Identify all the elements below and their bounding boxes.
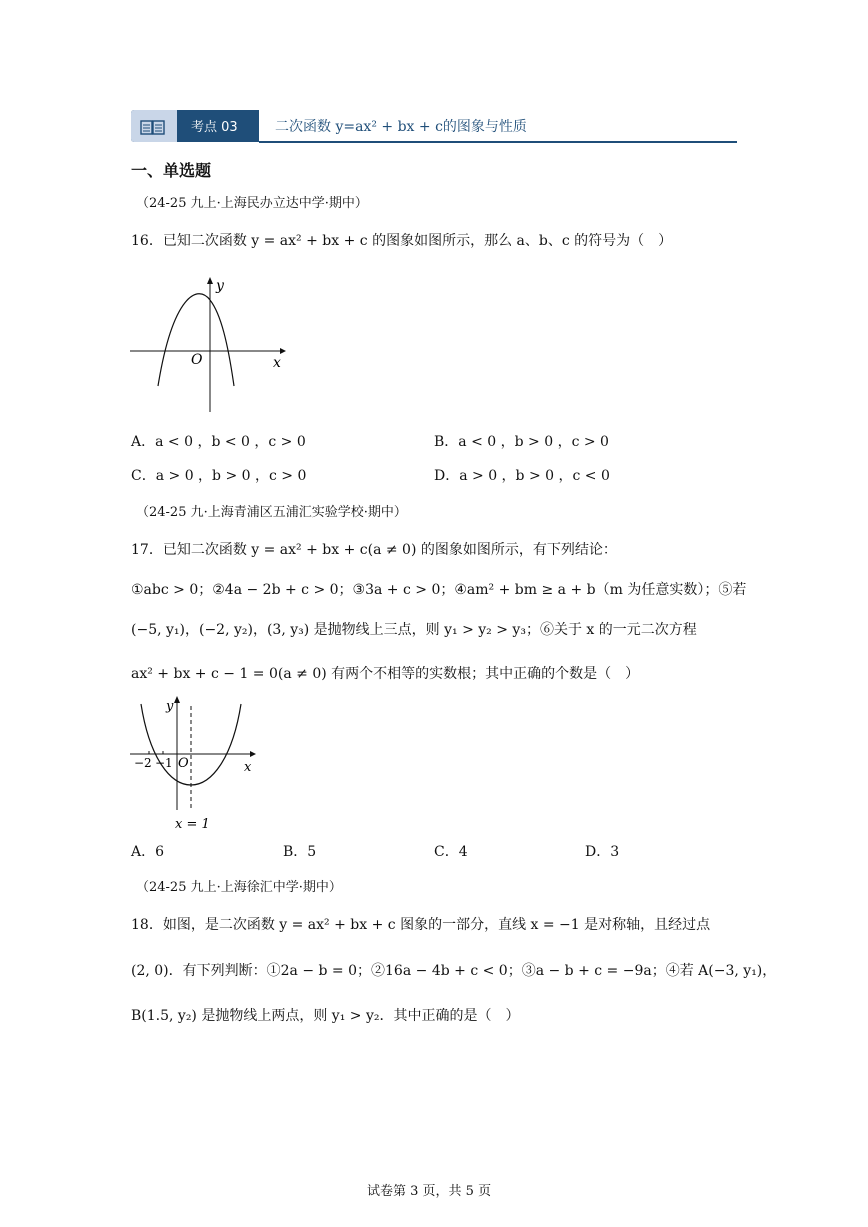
q16-stem: 16．已知二次函数 y = ax² + bx + c 的图象如图所示，那么 a、b、c 的符号为（ ） [131,233,673,249]
q17-option-c[interactable]: C．4 [434,844,468,860]
q17-option-b[interactable]: B．5 [283,844,317,860]
q16-option-b[interactable]: B．a < 0 ，b > 0 ，c > 0 [434,434,609,450]
q18-stem-line1: 18．如图，是二次函数 y = ax² + bx + c 图象的一部分，直线 x = −1 是对称轴，且经过点 [131,917,711,933]
q17-option-d[interactable]: D．3 [585,844,620,860]
q17-tick-neg2-label: −2 [134,756,152,770]
page-footer: 试卷第 3 页，共 5 页 [367,1184,492,1199]
q17-conclusions-line3: ax² + bx + c − 1 = 0(a ≠ 0) 有两个不相等的实数根；其中正确的个数是（ ） [131,666,640,682]
q18-stem-line3: B(1.5, y₂) 是抛物线上两点，则 y₁ > y₂．其中正确的是（ ） [131,1008,520,1024]
q18-source: （24-25 九上·上海徐汇中学·期中） [136,880,342,895]
q17-tick-neg1-label: −1 [155,756,173,770]
q17-graph [128,692,263,834]
book-icon [131,110,177,142]
q18-stem-line2: (2, 0)．有下列判断：①2a − b = 0；②16a − 4b + c < 0；③a − b + c = −9a；④若 A(−3, y₁)， [131,963,777,979]
q16-x-arrow [280,348,286,354]
q17-axis-label: x = 1 [175,817,210,832]
q16-y-label: y [216,278,224,294]
q16-graph [128,274,288,416]
q17-x-label: x [244,760,252,775]
book-icon-bg [131,110,177,142]
topic-banner [131,110,737,144]
q16-parabola [158,294,234,386]
q17-x-arrow [250,751,256,757]
topic-title: 二次函数 y=ax² + bx + c的图象与性质 [275,119,527,135]
topic-badge-label: 考点 03 [191,120,238,135]
q17-stem: 17．已知二次函数 y = ax² + bx + c(a ≠ 0) 的图象如图所示，有下列结论： [131,542,617,558]
q17-option-a[interactable]: A．6 [131,844,165,860]
section-heading: 一、单选题 [131,161,212,180]
q17-y-label: y [166,699,174,714]
q17-y-arrow [174,696,180,703]
q16-x-label: x [273,355,281,371]
q16-y-arrow [207,277,213,284]
q17-origin-label: O [178,756,189,771]
q16-option-c[interactable]: C．a > 0 ，b > 0 ，c > 0 [131,468,307,484]
q16-source: （24-25 九上·上海民办立达中学·期中） [136,196,368,211]
q17-conclusions-line1: ①abc > 0；②4a − 2b + c > 0；③3a + c > 0；④am² + bm ≥ a + b（m 为任意实数）；⑤若 [131,582,747,598]
q16-origin-label: O [191,352,203,368]
q17-conclusions-line2: (−5, y₁)，(−2, y₂)，(3, y₃) 是抛物线上三点，则 y₁ > y₂ > y₃；⑥关于 x 的一元二次方程 [131,622,697,638]
banner-rule [259,141,737,143]
q16-option-a[interactable]: A．a < 0 ，b < 0 ，c > 0 [131,434,306,450]
q17-source: （24-25 九·上海青浦区五浦汇实验学校·期中） [136,505,407,520]
q16-option-d[interactable]: D．a > 0 ，b > 0 ，c < 0 [434,468,610,484]
